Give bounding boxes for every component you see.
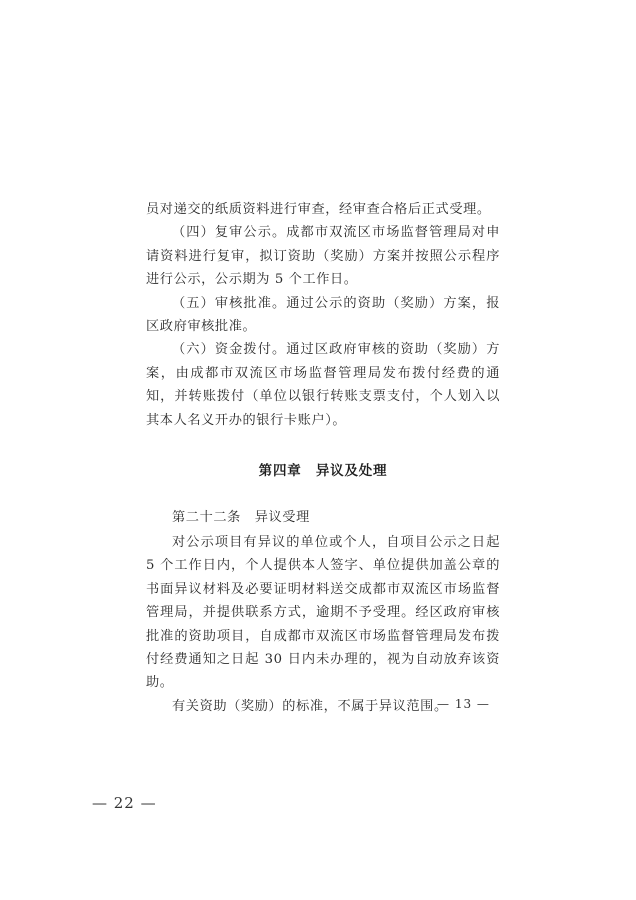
article-text-block [146, 531, 500, 718]
outer-page-number: — 22 — [92, 794, 157, 812]
paragraph-approval: （五）审核批准。通过公示的资助（奖励）方案，报区政府审核批准。 [146, 295, 500, 335]
chapter-title: 第四章 异议及处理 [258, 463, 388, 479]
paragraph-objection-scope: 有关资助（奖励）的标准，不属于异议范围。 [172, 698, 448, 714]
paragraph-review-publicity: （四）复审公示。成都市双流区市场监督管理局对申请资料进行复审，拟订资助（奖励）方案并按照公示程序进行公示，公示期为 5 个工作日。 [146, 225, 500, 288]
inner-page-number: — 13 — [437, 697, 490, 711]
section-text-block [146, 198, 500, 432]
paragraph-objection-acceptance: 对公示项目有异议的单位或个人，自项目公示之日起 5 个工作日内，个人提供本人签字、单位提供加盖公章的书面异议材料及必要证明材料送交成都市双流区市场监督管理局，并提供联系方式，逾期不予受理。经区政府审核批准的资助项目，自成都市双流区市场监督管理局发布拨付经费通知之日起 30 日内未办理的，视为自动放弃该资助。 [146, 535, 500, 691]
paragraph-continuation: 员对递交的纸质资料进行审查，经审查合格后正式受理。 [146, 202, 491, 217]
paragraph-fund-disbursement: （六）资金拨付。通过区政府审核的资助（奖励）方案，由成都市双流区市场监督管理局发布拨付经费的通知，并转账拨付（单位以银行转账支票支付，个人划入以其本人名义开办的银行卡账户）。 [146, 342, 500, 428]
article-heading: 第二十二条 异议受理 [172, 510, 310, 525]
